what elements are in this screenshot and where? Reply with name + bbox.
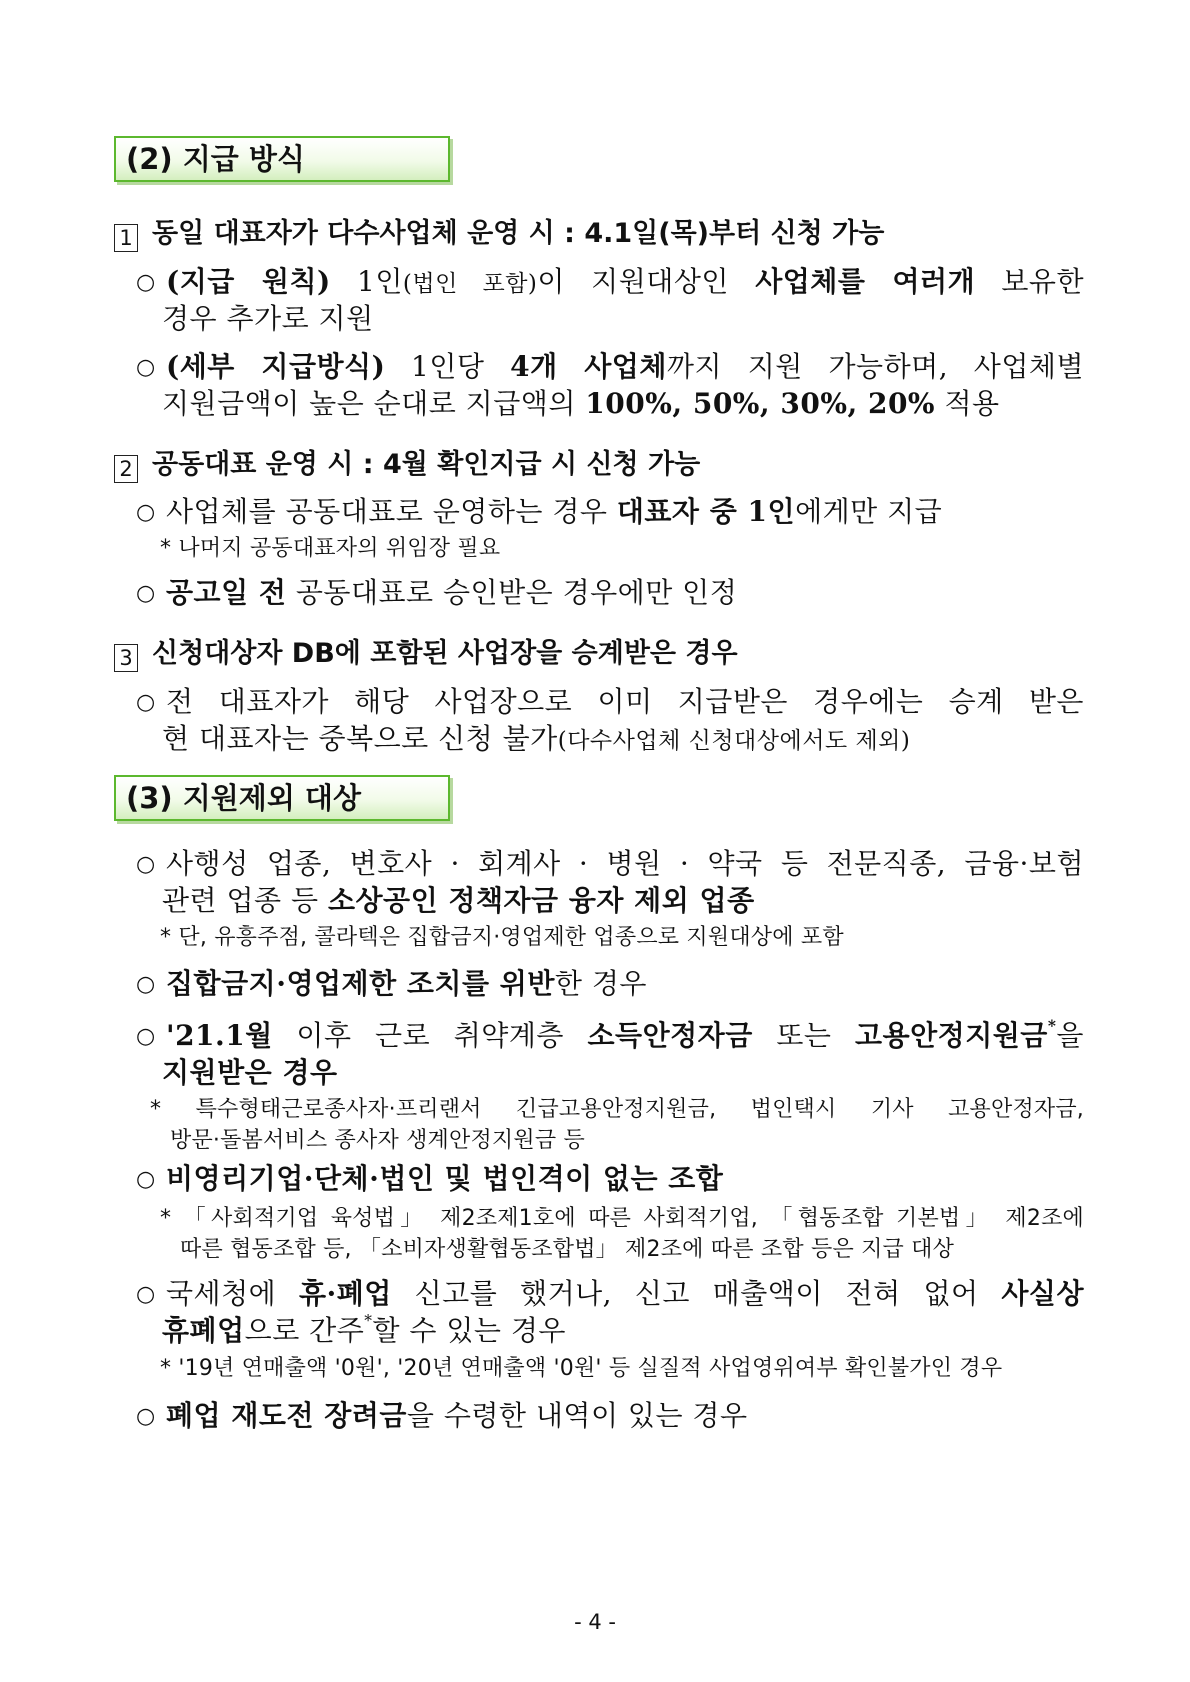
bullet-other-subsidy-cont: [136, 1054, 1084, 1091]
small-text: (다수사업체 신청대상에서도 제외): [557, 728, 911, 754]
bold-text: 사업체를 여러개: [755, 265, 976, 298]
item-number-box: 1: [114, 224, 138, 252]
text: 공동대표로 승인받은 경우에만 인정: [286, 576, 738, 609]
text: 에게만 지급: [795, 495, 943, 528]
footnote-mark: *: [364, 1312, 373, 1331]
bullet-closure-cont: [136, 1312, 1084, 1349]
item-heading-3: [114, 631, 1094, 672]
bold-text: 고용안정지원금: [855, 1019, 1048, 1052]
text: 할 수 있는 경우: [372, 1314, 566, 1347]
small-text: (법인 포함): [402, 271, 538, 297]
bullet-succession-cont: [136, 720, 1084, 760]
bold-text: 지원받은 경우: [162, 1056, 338, 1089]
text: 지원금액이 높은 순대로 지급액의: [162, 387, 586, 420]
bullet-detailed-method: [136, 348, 1084, 386]
item-heading-text: 동일 대표자가 다수사업체 운영 시 : 4.1일(목)부터 신청 가능: [152, 218, 885, 249]
text: 사행성 업종, 변호사 · 회계사 · 병원 · 약국 등 전문직종, 금융·보험: [166, 847, 1084, 880]
bullet-detailed-method-cont: [136, 385, 1084, 422]
bullet-excluded-industries: [136, 845, 1084, 883]
text: 신고를 했거나, 신고 매출액이 전혀 없어: [391, 1277, 1002, 1310]
note-line: 따른 협동조합 등, 「소비자생활협동조합법」 제2조에 따른 조합 등은 지급 대상: [180, 1237, 955, 1262]
bullet-restart-grant: [136, 1397, 1084, 1435]
bullet-mark: ○: [136, 1282, 156, 1307]
bold-text: (세부 지급방식): [166, 350, 386, 383]
bullet-payment-principle-cont: [136, 300, 1084, 337]
item-heading-1: [114, 211, 1094, 252]
item-number-box: 2: [114, 455, 138, 483]
bold-text: 100%, 50%, 30%, 20%: [585, 387, 936, 420]
text: 보유한: [975, 265, 1085, 298]
bullet-mark: ○: [136, 355, 156, 380]
text: 관련 업종 등: [162, 884, 328, 917]
bold-text: 소득안정자금: [587, 1019, 753, 1052]
bold-text: (지급 원칙): [166, 265, 331, 298]
note-line: * 특수형태근로종사자·프리랜서 긴급고용안정지원금, 법인택시 기사 고용안정자금,: [150, 1097, 1084, 1122]
bullet-payment-principle: [136, 263, 1084, 303]
bullet-mark: ○: [136, 852, 156, 877]
text: 까지 지원 가능하며, 사업체별: [666, 350, 1084, 383]
text: 사업체를 공동대표로 운영하는 경우: [166, 495, 617, 528]
bullet-closure: [136, 1275, 1084, 1313]
item-number-box: 3: [114, 644, 138, 672]
item-heading-text: 신청대상자 DB에 포함된 사업장을 승계받은 경우: [152, 638, 738, 669]
bullet-other-subsidy: [136, 1017, 1084, 1055]
text: 경우 추가로 지원: [162, 302, 374, 335]
section-heading-excluded: (3) 지원제외 대상: [114, 775, 450, 821]
note-social-enterprise: [160, 1203, 1084, 1265]
text: 1인: [330, 265, 403, 298]
bullet-mark: ○: [136, 1167, 156, 1192]
bullet-mark: ○: [136, 1024, 156, 1049]
text: 이후 근로 취약계층: [272, 1019, 588, 1052]
note-line: 방문·돌봄서비스 종사자 생계안정지원금 등: [170, 1128, 585, 1153]
note-power-of-attorney: * 나머지 공동대표자의 위임장 필요: [160, 536, 501, 561]
text: 국세청에: [166, 1277, 299, 1310]
bullet-co-representative: [136, 493, 1084, 531]
text: 적용: [935, 387, 1000, 420]
note-entertainment-venues: * 단, 유흥주점, 콜라텍은 집합금지·영업제한 업종으로 지원대상에 포함: [160, 925, 844, 950]
text: 을 수령한 내역이 있는 경우: [406, 1399, 748, 1432]
text: 전 대표자가 해당 사업장으로 이미 지급받은 경우에는 승계 받은: [166, 685, 1084, 718]
bullet-excluded-industries-cont: [136, 882, 1084, 919]
bullet-succession: [136, 683, 1084, 721]
bullet-mark: ○: [136, 581, 156, 606]
bullet-mark: ○: [136, 270, 156, 295]
bold-text: 폐업 재도전 장려금: [166, 1399, 407, 1432]
page-number: - 4 -: [574, 1610, 616, 1634]
text: 이 지원대상인: [537, 265, 756, 298]
bold-text: 휴·폐업: [298, 1277, 392, 1310]
item-heading-2: [114, 442, 1094, 483]
bullet-before-announcement: [136, 574, 1084, 612]
note-zero-sales: * '19년 연매출액 '0원', '20년 연매출액 '0원' 등 실질적 사업영위여부 확인불가인 경우: [160, 1356, 1003, 1381]
bold-text: 비영리기업·단체·법인 및 법인격이 없는 조합: [166, 1162, 724, 1195]
bold-text: 휴폐업: [162, 1314, 245, 1347]
bullet-mark: ○: [136, 1404, 156, 1429]
text: 으로 간주: [244, 1314, 365, 1347]
text: 또는: [752, 1019, 856, 1052]
bullet-mark: ○: [136, 690, 156, 715]
bold-text: 소상공인 정책자금 융자 제외 업종: [327, 884, 755, 917]
text: 1인당: [385, 350, 511, 383]
bullet-mark: ○: [136, 500, 156, 525]
text: 을: [1056, 1019, 1084, 1052]
note-line: * 「사회적기업 육성법」 제2조제1호에 따른 사회적기업, 「협동조합 기본법」 제2조에: [160, 1206, 1084, 1231]
footnote-mark: *: [1047, 1017, 1057, 1036]
item-heading-text: 공동대표 운영 시 : 4월 확인지급 시 신청 가능: [152, 449, 701, 480]
bold-text: 4개 사업체: [510, 350, 667, 383]
bold-text: 집합금지·영업제한 조치를 위반: [166, 967, 555, 1000]
bold-text: 공고일 전: [166, 576, 287, 609]
text: 현 대표자는 중복으로 신청 불가: [162, 722, 558, 755]
note-subsidy-types: [150, 1094, 1084, 1156]
bold-text: 사실상: [1001, 1277, 1084, 1310]
bold-text: '21.1월: [166, 1019, 273, 1052]
bullet-violation: [136, 965, 1084, 1003]
bullet-nonprofit: [136, 1160, 1084, 1198]
bold-text: 대표자 중 1인: [616, 495, 796, 528]
section-heading-payment-method: (2) 지급 방식: [114, 136, 450, 182]
bullet-mark: ○: [136, 972, 156, 997]
text: 한 경우: [554, 967, 647, 1000]
